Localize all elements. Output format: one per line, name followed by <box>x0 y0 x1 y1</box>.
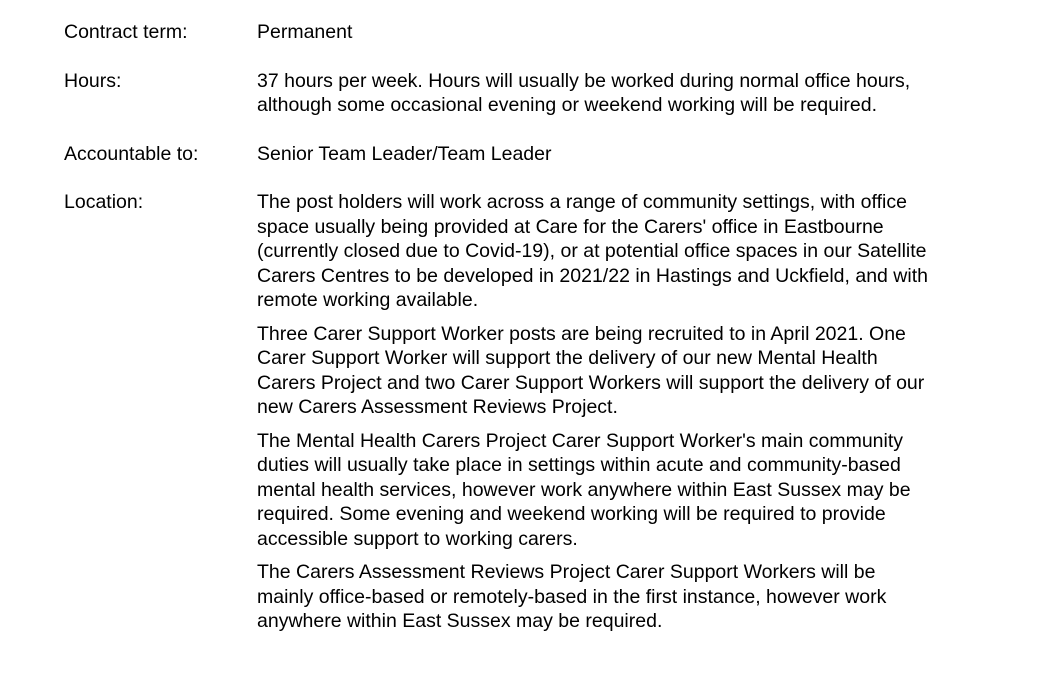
accountable-to-row <box>64 142 1024 167</box>
location-paragraph-posts: Three Carer Support Worker posts are being recruited to in April 2021. One Carer Support Worker will support the delivery of our new Mental Health Carers Project and two Carer Support Workers will support the delivery of our new Carers Assessment Reviews Project. <box>257 322 925 418</box>
location-value <box>257 190 1017 634</box>
accountable-to-value <box>257 142 1017 167</box>
contract-term-text: Permanent <box>257 21 353 43</box>
accountable-to-label: Accountable to: <box>64 142 199 165</box>
location-row <box>64 190 1024 634</box>
hours-text: 37 hours per week. Hours will usually be worked during normal office hours, although some occasional evening or weekend working will be required. <box>257 69 911 116</box>
hours-label: Hours: <box>64 69 122 92</box>
location-paragraph-settings: The post holders will work across a range of community settings, with office space usually being provided at Care for the Carers' office in Eastbourne (currently closed due to Covid-19), or at potential office spaces in our Satellite Carers Centres to be developed in 2021/22 in Hastings and Uckfield, and with remote working available. <box>257 191 928 311</box>
accountable-to-text: Senior Team Leader/Team Leader <box>257 142 552 165</box>
contract-term-value <box>257 20 1017 45</box>
location-label: Location: <box>64 191 144 213</box>
hours-value <box>257 69 1017 118</box>
job-details-document <box>64 20 1024 634</box>
location-paragraph-mental-health-project: The Mental Health Carers Project Carer Support Worker's main community duties will usually take place in settings within acute and community-based mental health services, however work anywhere within East Sussex may be required. Some evening and weekend working will be required to provide accessible support to working carers. <box>257 429 911 550</box>
contract-term-row <box>64 20 1024 45</box>
contract-term-label: Contract term: <box>64 21 188 43</box>
hours-row <box>64 69 1024 118</box>
location-paragraph-assessment-reviews-project: The Carers Assessment Reviews Project Carer Support Workers will be mainly office-based or remotely-based in the first instance, however work anywhere within East Sussex may be required. <box>257 561 887 632</box>
